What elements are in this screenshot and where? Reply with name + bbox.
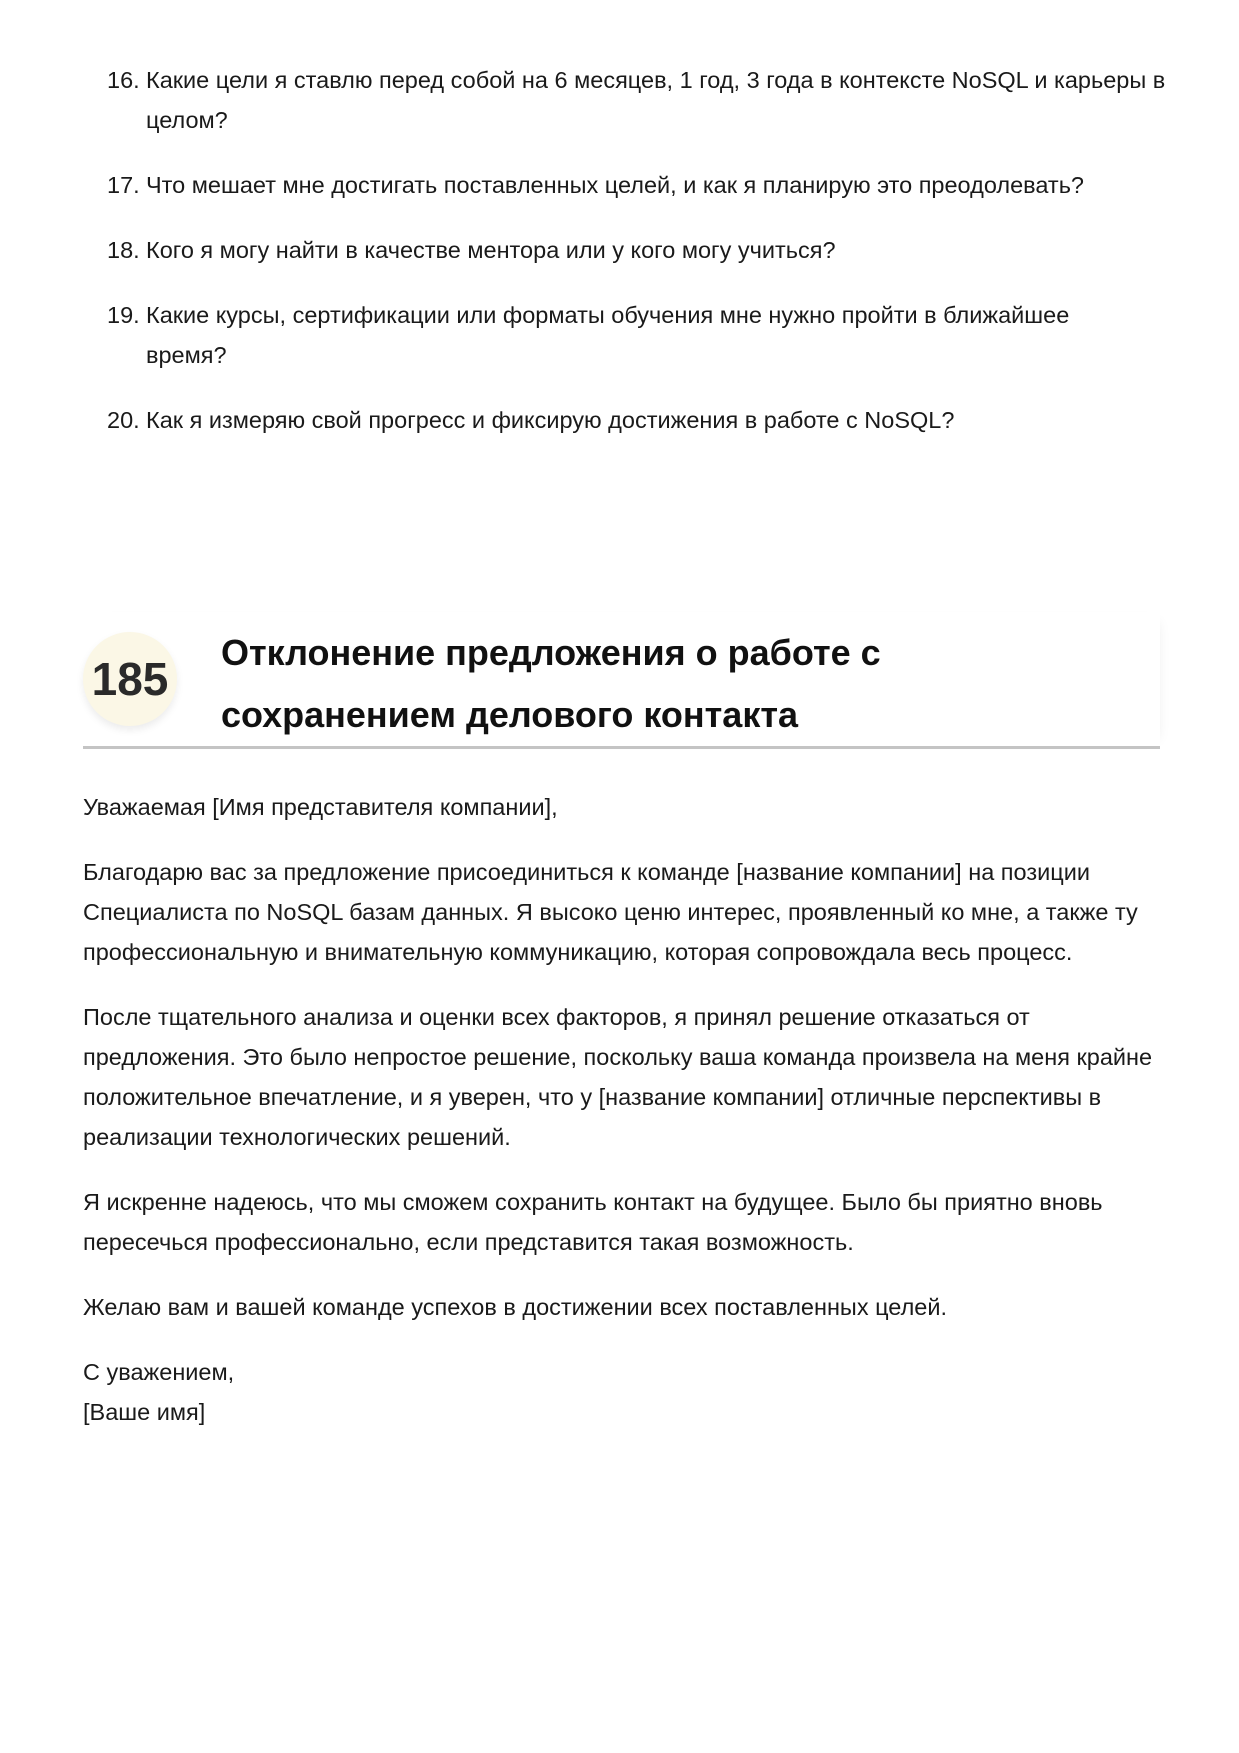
letter-closing: С уважением, <box>83 1359 235 1385</box>
list-item: 20. Как я измеряю свой прогресс и фиксирую достижения в работе с NoSQL? <box>107 407 955 433</box>
letter-paragraph: Я искренне надеюсь, что мы сможем сохранить контакт на будущее. Было бы приятно вновь пересечься профессионально, если представится такая возможность. <box>83 1189 1103 1255</box>
list-item: 16. Какие цели я ставлю перед собой на 6 месяцев, 1 год, 3 года в контексте NoSQL и карьеры в целом? <box>107 67 1166 133</box>
letter-paragraph: После тщательного анализа и оценки всех факторов, я принял решение отказаться от предложения. Это было непростое решение, поскольку ваша команда произвела на меня крайне положительное впечатление, и я уверен, что у [название компании] отличные перспективы в реализации технологических решений. <box>83 1004 1153 1150</box>
letter-paragraph: Желаю вам и вашей команде успехов в достижении всех поставленных целей. <box>83 1294 948 1320</box>
question-text: Какие курсы, сертификации или форматы обучения мне нужно пройти в ближайшее время? <box>146 302 1070 368</box>
question-text: Что мешает мне достигать поставленных целей, и как я планирую это преодолевать? <box>146 172 1085 198</box>
section-title: Отклонение предложения о работе с сохранением делового контакта <box>221 632 881 735</box>
list-item: 19. Какие курсы, сертификации или форматы обучения мне нужно пройти в ближайшее время? <box>107 302 1070 368</box>
letter-signature: [Ваше имя] <box>83 1399 206 1425</box>
list-item: 18. Кого я могу найти в качестве ментора или у кого могу учиться? <box>107 237 836 263</box>
letter-body <box>83 787 1168 1432</box>
list-item: 17. Что мешает мне достигать поставленных целей, и как я планирую это преодолевать? <box>107 172 1085 198</box>
question-text: Какие цели я ставлю перед собой на 6 месяцев, 1 год, 3 года в контексте NoSQL и карьеры в целом? <box>146 67 1166 133</box>
question-list <box>0 60 1239 465</box>
question-text: Кого я могу найти в качестве ментора или у кого могу учиться? <box>146 237 836 263</box>
section-heading <box>83 612 1160 749</box>
question-text: Как я измеряю свой прогресс и фиксирую достижения в работе с NoSQL? <box>146 407 955 433</box>
letter-paragraph: Благодарю вас за предложение присоединиться к команде [название компании] на позиции Специалиста по NoSQL базам данных. Я высоко ценю интерес, проявленный ко мне, а также ту профессиональную и внимательную коммуникацию, которая сопровождала весь процесс. <box>83 859 1138 965</box>
section-number-badge: 185 <box>83 632 177 726</box>
letter-greeting: Уважаемая [Имя представителя компании], <box>83 794 558 820</box>
